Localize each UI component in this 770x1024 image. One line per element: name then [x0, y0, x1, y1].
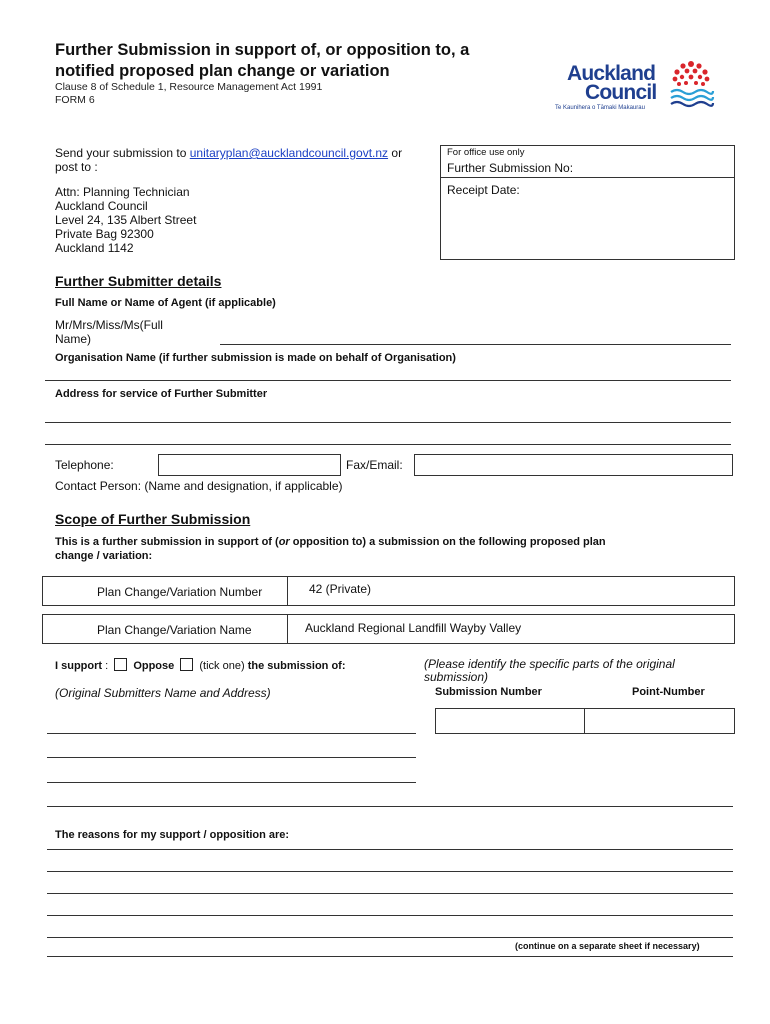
point-number-field[interactable] [584, 708, 735, 734]
title-line-2: notified proposed plan change or variation [55, 62, 390, 80]
organisation-label: Organisation Name (if further submission is made on behalf of Organisation) [55, 352, 456, 364]
submission-of-label: the submission of: [247, 660, 346, 672]
reasons-line-3[interactable] [47, 893, 733, 898]
scope-intro-part: change / variation: [55, 550, 153, 562]
plan-change-number-label: Plan Change/Variation Number [97, 585, 263, 599]
name-label-line-2: Name) [55, 332, 92, 346]
reasons-line-1[interactable] [47, 849, 733, 854]
identify-line-1: (Please identify the specific parts of the original [424, 657, 675, 671]
address-field-line-2[interactable] [45, 444, 731, 449]
plan-change-number-value[interactable]: 42 (Private) [309, 582, 372, 596]
scope-heading: Scope of Further Submission [55, 511, 251, 527]
further-submission-no-label: Further Submission No: [447, 161, 574, 175]
plan-change-name-value[interactable]: Auckland Regional Landfill Wayby Valley [305, 621, 522, 635]
continue-note: (continue on a separate sheet if necessary) [515, 941, 700, 951]
contact-person-label: Contact Person: (Name and designation, if applicable) [55, 479, 343, 493]
name-label-line-1: Mr/Mrs/Miss/Ms(Full [55, 318, 163, 332]
submitter-details-heading: Further Submitter details [55, 273, 222, 289]
support-oppose-line [55, 658, 345, 672]
reasons-label: The reasons for my support / opposition are: [55, 829, 290, 841]
email-link[interactable]: unitaryplan@aucklandcouncil.govt.nz [189, 146, 389, 160]
scope-intro [55, 535, 725, 563]
logo-tagline: Te Kaunihera o Tāmaki Makaurau [555, 105, 645, 111]
reasons-line-4[interactable] [47, 915, 733, 920]
form-title [55, 40, 525, 82]
postal-address [55, 185, 196, 255]
address-line: Attn: Planning Technician [55, 185, 190, 199]
identify-line-2: submission) [424, 670, 489, 684]
logo-text-council: Council [585, 81, 657, 104]
plan-change-name-label: Plan Change/Variation Name [97, 623, 252, 637]
divider [287, 577, 288, 605]
section-divider [47, 806, 733, 807]
support-checkbox[interactable] [114, 658, 127, 671]
original-submitter-line-1[interactable] [47, 733, 416, 738]
telephone-label: Telephone: [55, 458, 114, 472]
form-number: FORM 6 [55, 94, 95, 106]
bottom-divider [47, 956, 733, 957]
identify-parts-note [424, 658, 675, 684]
scope-intro-part: This is a further submission in support of ( [55, 536, 279, 548]
reasons-line-2[interactable] [47, 871, 733, 876]
organisation-name-field[interactable] [45, 380, 731, 385]
full-name-heading: Full Name or Name of Agent (if applicable) [55, 297, 276, 309]
scope-intro-part: opposition to) a submission on the following proposed plan [289, 536, 606, 548]
post-to-label: post to : [55, 160, 98, 174]
clause-text: Clause 8 of Schedule 1, Resource Management Act 1991 [55, 81, 323, 93]
address-line: Level 24, 135 Albert Street [55, 213, 197, 227]
address-for-service-label: Address for service of Further Submitter [55, 388, 268, 400]
submission-number-field[interactable] [435, 708, 586, 734]
oppose-checkbox[interactable] [180, 658, 193, 671]
office-use-heading: For office use only [447, 147, 525, 158]
point-number-label: Point-Number [632, 686, 705, 698]
address-line: Private Bag 92300 [55, 227, 154, 241]
original-submitter-line-3[interactable] [47, 782, 416, 787]
tick-one-note: (tick one) [199, 660, 245, 672]
oppose-label: Oppose [133, 660, 175, 672]
full-name-field[interactable] [220, 344, 731, 349]
address-line: Auckland 1142 [55, 241, 134, 255]
original-submitter-line-2[interactable] [47, 757, 416, 762]
plan-change-name-row [42, 614, 735, 644]
send-prefix: Send your submission to [55, 146, 187, 160]
logo-text-auckland: Auckland [567, 62, 656, 85]
divider [287, 615, 288, 643]
address-line: Auckland Council [55, 199, 148, 213]
fax-email-field[interactable] [414, 454, 733, 476]
office-use-box [440, 145, 735, 260]
name-label [55, 318, 163, 346]
fax-email-label: Fax/Email: [346, 458, 403, 472]
receipt-date-label: Receipt Date: [447, 183, 520, 197]
pohutukawa-flower-icon [667, 58, 715, 108]
auckland-council-logo [555, 58, 725, 118]
plan-change-number-row [42, 576, 735, 606]
submission-number-label: Submission Number [435, 686, 542, 698]
scope-intro-or: or [278, 536, 290, 548]
support-colon: : [105, 660, 109, 672]
original-submitter-label: (Original Submitters Name and Address) [55, 686, 271, 700]
divider [441, 177, 734, 178]
telephone-field[interactable] [158, 454, 341, 476]
support-label: I support [55, 660, 103, 672]
send-instructions [55, 146, 440, 160]
send-suffix: or [391, 146, 403, 160]
title-line-1: Further Submission in support of, or opposition to, a [55, 41, 470, 59]
address-field-line-1[interactable] [45, 422, 731, 427]
